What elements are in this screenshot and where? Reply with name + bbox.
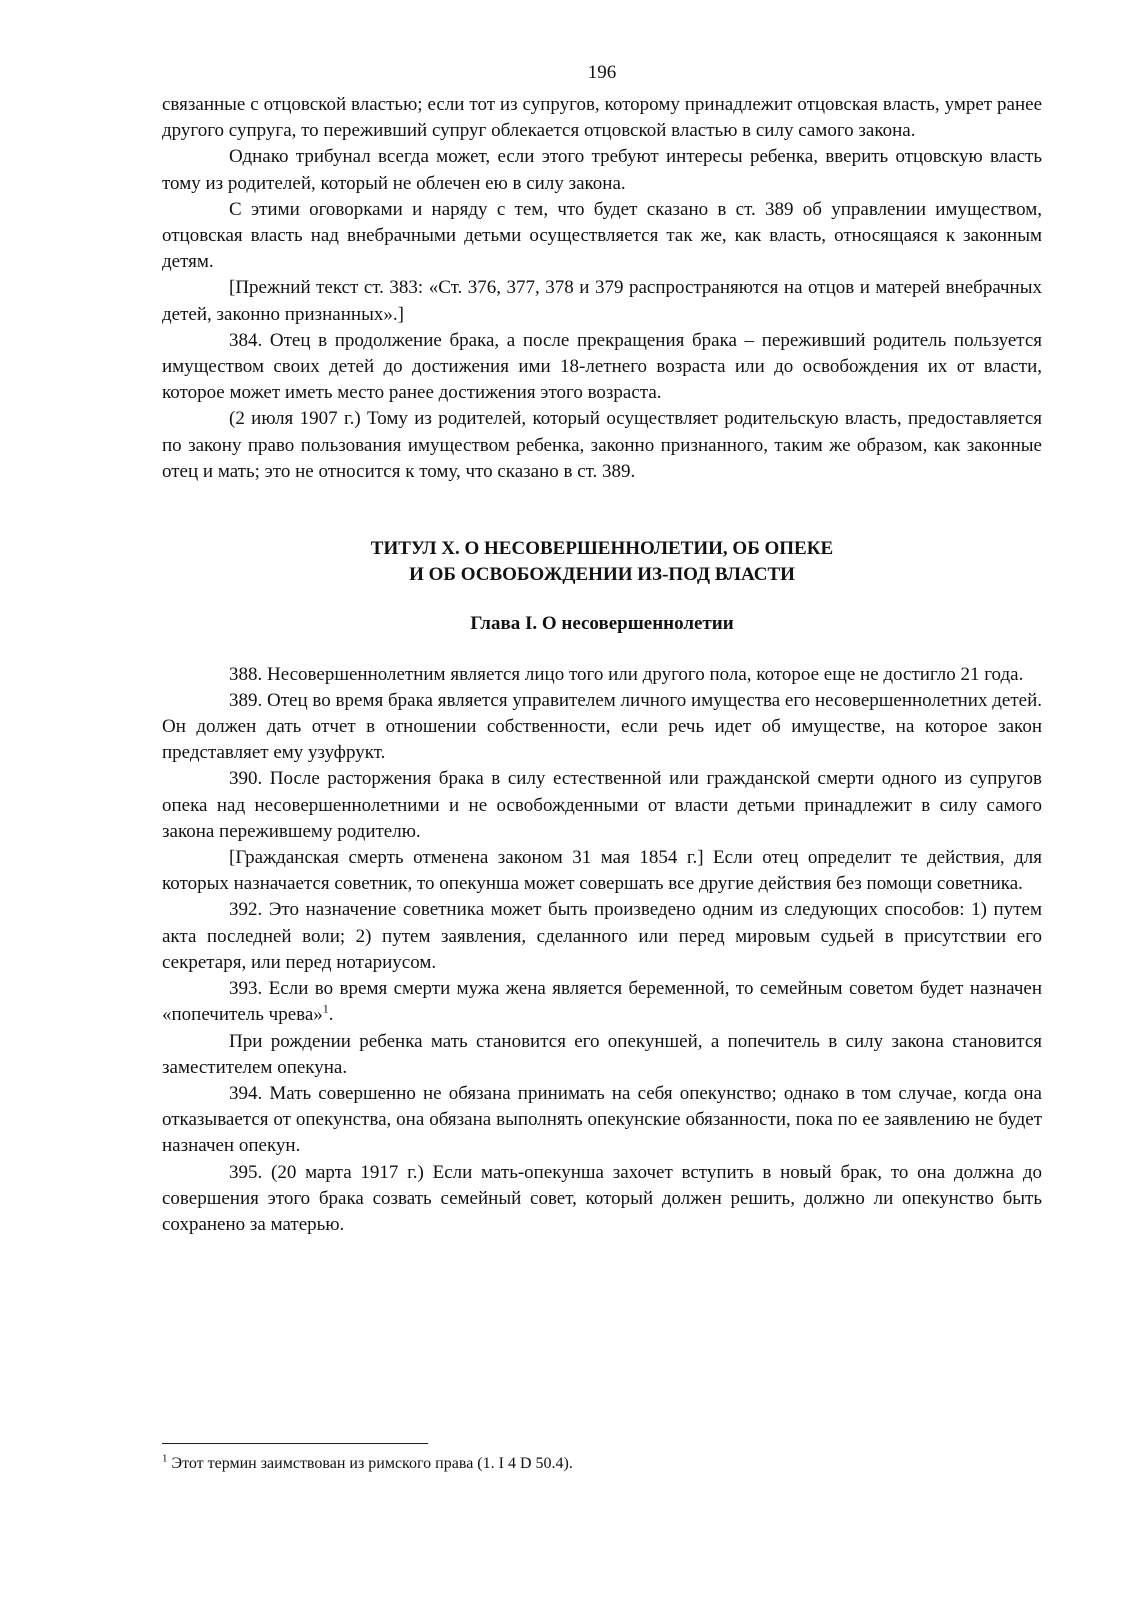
- paragraph: [Прежний текст ст. 383: «Ст. 376, 377, 378 и 379 распространяются на отцов и матерей внебрачных детей, законно признанных».]: [162, 277, 1042, 325]
- title-line-1: ТИТУЛ X. О НЕСОВЕРШЕННОЛЕТИИ, ОБ ОПЕКЕ: [370, 538, 834, 560]
- footnote-divider: [162, 1443, 428, 1444]
- footnote: [162, 1453, 1042, 1475]
- page-number: 196: [587, 62, 617, 83]
- bottom-paragraphs: [162, 662, 1042, 1238]
- paragraph: 394. Мать совершенно не обязана принимать на себя опекунство; однако в том случае, когда она отказывается от опекунства, она обязана выполнять опекунские обязанности, пока по ее заявлению не будет назначен опекун.: [162, 1082, 1042, 1157]
- paragraph-text: 393. Если во время смерти мужа жена является беременной, то семейным советом будет назначен «попечитель чрева»: [162, 978, 1042, 1026]
- top-paragraphs: [162, 92, 1042, 485]
- footnote-text: Этот термин заимствован из римского права (1. I 4 D 50.4).: [167, 1455, 573, 1472]
- paragraph: При рождении ребенка мать становится его опекуншей, а попечитель в силу закона становится заместителем опекуна.: [162, 1030, 1042, 1078]
- paragraph: Однако трибунал всегда может, если этого требуют интересы ребенка, вверить отцовскую власть тому из родителей, который не облечен ею в силу закона.: [162, 146, 1042, 194]
- footnote-reference[interactable]: 1: [322, 1001, 329, 1016]
- paragraph: 392. Это назначение советника может быть произведено одним из следующих способов: 1) путем акта последней воли; 2) путем заявления, сделанного или перед мировым судьей в присутствии его секретаря, или перед нотариусом.: [162, 899, 1042, 973]
- paragraph: 395. (20 марта 1917 г.) Если мать-опекунша захочет вступить в новый брак, то она должна до совершения этого брака созвать семейный совет, который должен решить, должно ли опекунство быть сохранено за матерью.: [162, 1161, 1042, 1235]
- paragraph: С этими оговорками и наряду с тем, что будет сказано в ст. 389 об управлении имуществом, отцовская власть над внебрачными детьми осуществляется так же, как власть, относящаяся к законным детям.: [162, 198, 1042, 273]
- paragraph: [Гражданская смерть отменена законом 31 мая 1854 г.] Если отец определит те действия, для которых назначается советник, то опекунша может совершать все другие действия без помощи советника.: [162, 847, 1042, 895]
- document-page: [162, 60, 1042, 1238]
- paragraph-with-footnote: [162, 976, 1042, 1028]
- paragraph: 388. Несовершеннолетним является лицо того или другого пола, которое еще не достигло 21 года.: [229, 663, 1024, 685]
- footnote-marker: 1: [162, 1452, 168, 1465]
- paragraph: связанные с отцовской властью; если тот из супругов, которому принадлежит отцовская власть, умрет ранее другого супруга, то переживший супруг облекается отцовской властью в силу самого закона.: [162, 94, 1042, 142]
- paragraph: 390. После расторжения брака в силу естественной или гражданской смерти одного из супругов опека над несовершеннолетними и не освобожденными от власти детьми принадлежит в силу самого закона пережившему родителю.: [162, 768, 1042, 842]
- paragraph: (2 июля 1907 г.) Тому из родителей, который осуществляет родительскую власть, предоставляется по закону право пользования имуществом ребенка, законно признанного, таким же образом, как законные отец и мать; это не относится к тому, что сказано в ст. 389.: [162, 408, 1042, 482]
- chapter-heading: Глава I. О несовершеннолетии: [470, 613, 734, 635]
- paragraph: 384. Отец в продолжение брака, а после прекращения брака – переживший родитель пользуется имуществом своих детей до достижения ими 18-летнего возраста или до освобождения их от власти, которое может иметь место ранее достижения этого возраста.: [162, 329, 1042, 404]
- paragraph-tail: .: [328, 1004, 334, 1026]
- paragraph: 389. Отец во время брака является управителем личного имущества его несовершеннолетних детей. Он должен дать отчет в отношении собственности, если речь идет об имуществе, на которое закон представляет ему узуфрукт.: [162, 689, 1042, 764]
- title-line-2: И ОБ ОСВОБОЖДЕНИИ ИЗ-ПОД ВЛАСТИ: [409, 564, 795, 586]
- title-heading: [162, 536, 1042, 588]
